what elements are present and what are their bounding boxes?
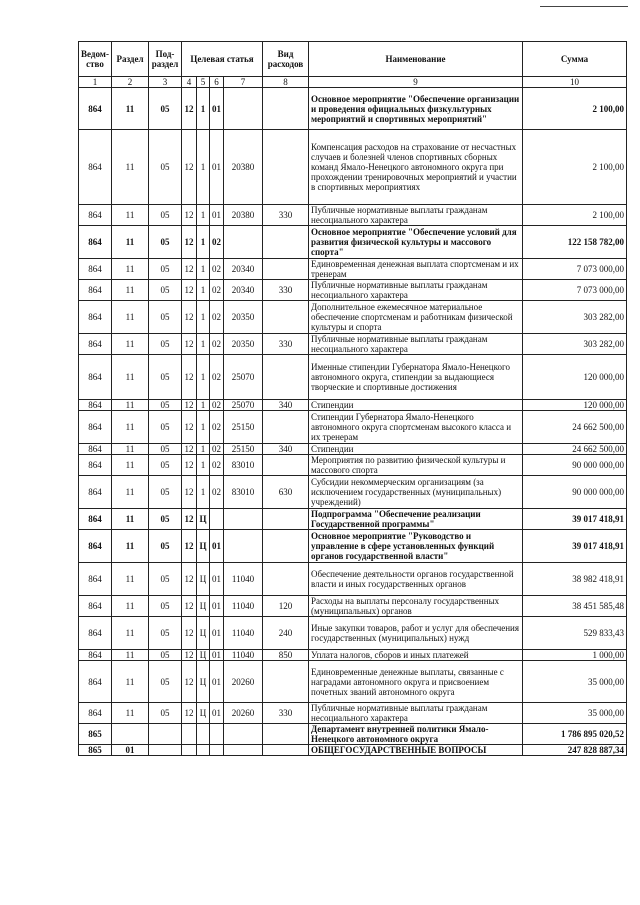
vid-rashodov-cell — [263, 661, 309, 703]
vid-rashodov-cell — [263, 745, 309, 756]
celevaya-1-cell: 12 — [182, 509, 197, 530]
razdel-cell: 11 — [112, 563, 149, 596]
celevaya-1-cell: 12 — [182, 650, 197, 661]
celevaya-1-cell: 12 — [182, 226, 197, 259]
celevaya-3-cell — [210, 745, 224, 756]
summa-cell: 2 100,00 — [523, 205, 627, 226]
vedomstvo-cell: 864 — [79, 530, 112, 563]
naimenovanie-cell: Публичные нормативные выплаты гражданам несоциального характера — [309, 334, 523, 355]
celevaya-4-cell: 11040 — [224, 617, 263, 650]
podrazdel-cell: 05 — [149, 530, 182, 563]
razdel-cell: 11 — [112, 509, 149, 530]
vedomstvo-cell: 864 — [79, 650, 112, 661]
column-number-row — [79, 77, 627, 88]
summa-cell: 529 833,43 — [523, 617, 627, 650]
naimenovanie-cell: Департамент внутренней политики Ямало-Ненецкого автономного округа — [309, 724, 523, 745]
vid-rashodov-cell — [263, 411, 309, 444]
vedomstvo-cell: 864 — [79, 205, 112, 226]
celevaya-2-cell: Ц — [197, 703, 210, 724]
vedomstvo-cell: 864 — [79, 455, 112, 476]
razdel-cell: 11 — [112, 650, 149, 661]
header-summa: Сумма — [523, 42, 627, 77]
summa-cell: 303 282,00 — [523, 334, 627, 355]
column-number: 7 — [224, 77, 263, 88]
celevaya-2-cell: 1 — [197, 280, 210, 301]
podrazdel-cell: 05 — [149, 226, 182, 259]
razdel-cell: 11 — [112, 530, 149, 563]
vedomstvo-cell: 865 — [79, 745, 112, 756]
table-row — [79, 724, 627, 745]
celevaya-3-cell — [210, 724, 224, 745]
celevaya-1-cell: 12 — [182, 280, 197, 301]
celevaya-1-cell: 12 — [182, 355, 197, 400]
celevaya-2-cell: 1 — [197, 226, 210, 259]
celevaya-4-cell — [224, 724, 263, 745]
vid-rashodov-cell: 330 — [263, 205, 309, 226]
celevaya-4-cell: 20260 — [224, 661, 263, 703]
naimenovanie-cell: Публичные нормативные выплаты гражданам несоциального характера — [309, 703, 523, 724]
table-row — [79, 617, 627, 650]
column-number: 6 — [210, 77, 224, 88]
naimenovanie-cell: Иные закупки товаров, работ и услуг для обеспечения государственных (муниципальных) нужд — [309, 617, 523, 650]
vid-rashodov-cell: 330 — [263, 703, 309, 724]
celevaya-2-cell: Ц — [197, 509, 210, 530]
naimenovanie-cell: Стипендии Губернатора Ямало-Ненецкого автономного округа спортсменам высокого класса и их тренерам — [309, 411, 523, 444]
celevaya-1-cell — [182, 724, 197, 745]
celevaya-2-cell: Ц — [197, 530, 210, 563]
razdel-cell: 11 — [112, 226, 149, 259]
naimenovanie-cell: Дополнительное ежемесячное материальное обеспечение спортсменам и работникам физической культуры и спорта — [309, 301, 523, 334]
celevaya-3-cell: 01 — [210, 205, 224, 226]
celevaya-2-cell: 1 — [197, 88, 210, 130]
header-naimenovanie: Наименование — [309, 42, 523, 77]
vedomstvo-cell: 864 — [79, 226, 112, 259]
vedomstvo-cell: 864 — [79, 259, 112, 280]
table-row — [79, 130, 627, 205]
summa-cell: 7 073 000,00 — [523, 280, 627, 301]
naimenovanie-cell: Единовременные денежные выплаты, связанные с наградами автономного округа и присвоением почетных званий автономного округа — [309, 661, 523, 703]
celevaya-4-cell — [224, 226, 263, 259]
vid-rashodov-cell — [263, 226, 309, 259]
celevaya-3-cell: 01 — [210, 563, 224, 596]
celevaya-2-cell: 1 — [197, 400, 210, 411]
table-row — [79, 259, 627, 280]
podrazdel-cell: 05 — [149, 355, 182, 400]
podrazdel-cell: 05 — [149, 509, 182, 530]
header-row — [79, 42, 627, 77]
celevaya-1-cell: 12 — [182, 455, 197, 476]
summa-cell: 1 000,00 — [523, 650, 627, 661]
table-row — [79, 703, 627, 724]
summa-cell: 7 073 000,00 — [523, 259, 627, 280]
podrazdel-cell: 05 — [149, 411, 182, 444]
celevaya-3-cell: 02 — [210, 476, 224, 509]
vid-rashodov-cell — [263, 259, 309, 280]
vid-rashodov-cell: 120 — [263, 596, 309, 617]
celevaya-3-cell: 01 — [210, 617, 224, 650]
column-number: 1 — [79, 77, 112, 88]
table-row — [79, 205, 627, 226]
vedomstvo-cell: 864 — [79, 563, 112, 596]
summa-cell: 35 000,00 — [523, 661, 627, 703]
celevaya-2-cell: Ц — [197, 650, 210, 661]
celevaya-4-cell: 20380 — [224, 205, 263, 226]
celevaya-2-cell: 1 — [197, 355, 210, 400]
vid-rashodov-cell — [263, 301, 309, 334]
razdel-cell: 11 — [112, 355, 149, 400]
celevaya-3-cell: 01 — [210, 88, 224, 130]
podrazdel-cell: 05 — [149, 444, 182, 455]
summa-cell: 2 100,00 — [523, 88, 627, 130]
naimenovanie-cell: Стипендии — [309, 400, 523, 411]
naimenovanie-cell: Подпрограмма "Обеспечение реализации Государственной программы" — [309, 509, 523, 530]
table-row — [79, 411, 627, 444]
razdel-cell: 11 — [112, 88, 149, 130]
table-row — [79, 334, 627, 355]
razdel-cell: 11 — [112, 259, 149, 280]
celevaya-4-cell: 11040 — [224, 596, 263, 617]
razdel-cell: 11 — [112, 400, 149, 411]
celevaya-1-cell: 12 — [182, 476, 197, 509]
celevaya-4-cell: 20260 — [224, 703, 263, 724]
podrazdel-cell: 05 — [149, 703, 182, 724]
vid-rashodov-cell: 240 — [263, 617, 309, 650]
header-rule — [540, 6, 628, 7]
razdel-cell: 11 — [112, 476, 149, 509]
celevaya-2-cell: Ц — [197, 563, 210, 596]
naimenovanie-cell: Расходы на выплаты персоналу государственных (муниципальных) органов — [309, 596, 523, 617]
table-row — [79, 530, 627, 563]
naimenovanie-cell: Именные стипендии Губернатора Ямало-Ненецкого автономного округа, стипендии за выдающиеся творческие и спортивные достижения — [309, 355, 523, 400]
podrazdel-cell: 05 — [149, 400, 182, 411]
celevaya-3-cell: 01 — [210, 661, 224, 703]
celevaya-4-cell: 25150 — [224, 411, 263, 444]
summa-cell: 24 662 500,00 — [523, 411, 627, 444]
naimenovanie-cell: Публичные нормативные выплаты гражданам несоциального характера — [309, 280, 523, 301]
podrazdel-cell: 05 — [149, 259, 182, 280]
celevaya-3-cell — [210, 509, 224, 530]
column-number: 3 — [149, 77, 182, 88]
razdel-cell: 01 — [112, 745, 149, 756]
celevaya-4-cell: 83010 — [224, 476, 263, 509]
summa-cell: 120 000,00 — [523, 355, 627, 400]
table-row — [79, 745, 627, 756]
celevaya-3-cell: 02 — [210, 455, 224, 476]
razdel-cell: 11 — [112, 617, 149, 650]
summa-cell: 120 000,00 — [523, 400, 627, 411]
vedomstvo-cell: 865 — [79, 724, 112, 745]
celevaya-3-cell: 02 — [210, 226, 224, 259]
naimenovanie-cell: Компенсация расходов на страхование от несчастных случаев и болезней членов спортивных сборных команд Ямало-Ненецкого автономного округа при прохождении тренировочных мероприятий и участии в спортивных мероприятиях — [309, 130, 523, 205]
celevaya-4-cell: 25150 — [224, 444, 263, 455]
podrazdel-cell — [149, 745, 182, 756]
razdel-cell: 11 — [112, 301, 149, 334]
celevaya-2-cell: 1 — [197, 444, 210, 455]
razdel-cell: 11 — [112, 334, 149, 355]
celevaya-1-cell: 12 — [182, 400, 197, 411]
celevaya-2-cell: Ц — [197, 596, 210, 617]
celevaya-3-cell: 02 — [210, 301, 224, 334]
header-celevaya-statya: Целевая статья — [182, 42, 263, 77]
summa-cell: 38 451 585,48 — [523, 596, 627, 617]
celevaya-4-cell — [224, 530, 263, 563]
celevaya-1-cell: 12 — [182, 205, 197, 226]
vid-rashodov-cell: 330 — [263, 334, 309, 355]
vedomstvo-cell: 864 — [79, 596, 112, 617]
podrazdel-cell: 05 — [149, 205, 182, 226]
table-row — [79, 563, 627, 596]
celevaya-3-cell: 02 — [210, 444, 224, 455]
celevaya-4-cell: 20350 — [224, 301, 263, 334]
table-row — [79, 476, 627, 509]
celevaya-2-cell: 1 — [197, 334, 210, 355]
celevaya-3-cell: 01 — [210, 130, 224, 205]
column-number: 2 — [112, 77, 149, 88]
vedomstvo-cell: 864 — [79, 661, 112, 703]
naimenovanie-cell: Обеспечение деятельности органов государственной власти и иных государственных органов — [309, 563, 523, 596]
celevaya-2-cell: Ц — [197, 661, 210, 703]
podrazdel-cell: 05 — [149, 650, 182, 661]
vedomstvo-cell: 864 — [79, 476, 112, 509]
naimenovanie-cell: Мероприятия по развитию физической культуры и массового спорта — [309, 455, 523, 476]
podrazdel-cell: 05 — [149, 280, 182, 301]
celevaya-1-cell: 12 — [182, 444, 197, 455]
celevaya-1-cell: 12 — [182, 703, 197, 724]
vedomstvo-cell: 864 — [79, 444, 112, 455]
celevaya-4-cell: 20380 — [224, 130, 263, 205]
table-row — [79, 400, 627, 411]
celevaya-2-cell: 1 — [197, 130, 210, 205]
celevaya-4-cell: 20350 — [224, 334, 263, 355]
table-row — [79, 509, 627, 530]
summa-cell: 303 282,00 — [523, 301, 627, 334]
celevaya-2-cell: 1 — [197, 455, 210, 476]
table-row — [79, 650, 627, 661]
razdel-cell: 11 — [112, 444, 149, 455]
naimenovanie-cell: Основное мероприятие "Обеспечение условий для развития физической культуры и массового спорта" — [309, 226, 523, 259]
vid-rashodov-cell — [263, 88, 309, 130]
celevaya-3-cell: 02 — [210, 280, 224, 301]
header-razdel: Раздел — [112, 42, 149, 77]
column-number: 9 — [309, 77, 523, 88]
summa-cell: 24 662 500,00 — [523, 444, 627, 455]
podrazdel-cell: 05 — [149, 476, 182, 509]
razdel-cell: 11 — [112, 455, 149, 476]
razdel-cell: 11 — [112, 130, 149, 205]
table-row — [79, 596, 627, 617]
summa-cell: 90 000 000,00 — [523, 476, 627, 509]
naimenovanie-cell: Уплата налогов, сборов и иных платежей — [309, 650, 523, 661]
summa-cell: 90 000 000,00 — [523, 455, 627, 476]
podrazdel-cell: 05 — [149, 617, 182, 650]
celevaya-4-cell — [224, 509, 263, 530]
naimenovanie-cell: Основное мероприятие "Руководство и управление в сфере установленных функций органов государственной власти" — [309, 530, 523, 563]
vedomstvo-cell: 864 — [79, 130, 112, 205]
column-number: 8 — [263, 77, 309, 88]
vid-rashodov-cell — [263, 563, 309, 596]
table-body — [79, 88, 627, 756]
razdel-cell: 11 — [112, 280, 149, 301]
vedomstvo-cell: 864 — [79, 88, 112, 130]
vedomstvo-cell: 864 — [79, 400, 112, 411]
header-vid-rashodov: Вид расходов — [263, 42, 309, 77]
celevaya-3-cell: 01 — [210, 596, 224, 617]
vedomstvo-cell: 864 — [79, 617, 112, 650]
celevaya-3-cell: 02 — [210, 334, 224, 355]
celevaya-4-cell: 20340 — [224, 280, 263, 301]
vedomstvo-cell: 864 — [79, 301, 112, 334]
summa-cell: 2 100,00 — [523, 130, 627, 205]
razdel-cell: 11 — [112, 411, 149, 444]
vid-rashodov-cell: 630 — [263, 476, 309, 509]
celevaya-1-cell: 12 — [182, 411, 197, 444]
summa-cell: 1 786 895 020,52 — [523, 724, 627, 745]
celevaya-4-cell: 25070 — [224, 355, 263, 400]
naimenovanie-cell: Единовременная денежная выплата спортсменам и их тренерам — [309, 259, 523, 280]
vid-rashodov-cell: 340 — [263, 444, 309, 455]
razdel-cell: 11 — [112, 205, 149, 226]
celevaya-3-cell: 01 — [210, 530, 224, 563]
naimenovanie-cell: Публичные нормативные выплаты гражданам несоциального характера — [309, 205, 523, 226]
vid-rashodov-cell — [263, 130, 309, 205]
podrazdel-cell: 05 — [149, 661, 182, 703]
razdel-cell: 11 — [112, 703, 149, 724]
vid-rashodov-cell — [263, 455, 309, 476]
header-vedomstvo: Ведом-ство — [79, 42, 112, 77]
header-podrazdel: Под-раздел — [149, 42, 182, 77]
celevaya-1-cell: 12 — [182, 301, 197, 334]
celevaya-1-cell: 12 — [182, 596, 197, 617]
podrazdel-cell: 05 — [149, 301, 182, 334]
celevaya-4-cell — [224, 745, 263, 756]
podrazdel-cell: 05 — [149, 334, 182, 355]
vedomstvo-cell: 864 — [79, 411, 112, 444]
celevaya-1-cell: 12 — [182, 661, 197, 703]
column-number: 10 — [523, 77, 627, 88]
table-row — [79, 661, 627, 703]
naimenovanie-cell: Субсидии некоммерческим организациям (за исключением государственных (муниципальных) учреждений) — [309, 476, 523, 509]
celevaya-4-cell: 11040 — [224, 650, 263, 661]
celevaya-3-cell: 01 — [210, 703, 224, 724]
podrazdel-cell: 05 — [149, 596, 182, 617]
summa-cell: 38 982 418,91 — [523, 563, 627, 596]
summa-cell: 39 017 418,91 — [523, 509, 627, 530]
vid-rashodov-cell: 340 — [263, 400, 309, 411]
celevaya-2-cell: Ц — [197, 617, 210, 650]
razdel-cell — [112, 724, 149, 745]
podrazdel-cell: 05 — [149, 130, 182, 205]
celevaya-1-cell: 12 — [182, 88, 197, 130]
celevaya-4-cell: 11040 — [224, 563, 263, 596]
vedomstvo-cell: 864 — [79, 334, 112, 355]
budget-table — [78, 41, 627, 756]
summa-cell: 247 828 887,34 — [523, 745, 627, 756]
vid-rashodov-cell — [263, 724, 309, 745]
celevaya-4-cell: 20340 — [224, 259, 263, 280]
celevaya-3-cell: 02 — [210, 400, 224, 411]
summa-cell: 39 017 418,91 — [523, 530, 627, 563]
celevaya-3-cell: 02 — [210, 411, 224, 444]
celevaya-1-cell: 12 — [182, 563, 197, 596]
celevaya-1-cell: 12 — [182, 259, 197, 280]
vid-rashodov-cell: 850 — [263, 650, 309, 661]
celevaya-1-cell: 12 — [182, 530, 197, 563]
celevaya-1-cell: 12 — [182, 617, 197, 650]
table-row — [79, 301, 627, 334]
table-row — [79, 226, 627, 259]
naimenovanie-cell: Стипендии — [309, 444, 523, 455]
celevaya-4-cell: 83010 — [224, 455, 263, 476]
celevaya-3-cell: 01 — [210, 650, 224, 661]
column-number: 4 — [182, 77, 197, 88]
naimenovanie-cell: ОБЩЕГОСУДАРСТВЕННЫЕ ВОПРОСЫ — [309, 745, 523, 756]
table-row — [79, 355, 627, 400]
celevaya-1-cell: 12 — [182, 334, 197, 355]
celevaya-2-cell: 1 — [197, 476, 210, 509]
table-row — [79, 444, 627, 455]
summa-cell: 35 000,00 — [523, 703, 627, 724]
podrazdel-cell: 05 — [149, 455, 182, 476]
vid-rashodov-cell — [263, 530, 309, 563]
vedomstvo-cell: 864 — [79, 703, 112, 724]
celevaya-3-cell: 02 — [210, 259, 224, 280]
podrazdel-cell — [149, 724, 182, 745]
celevaya-3-cell: 02 — [210, 355, 224, 400]
vedomstvo-cell: 864 — [79, 355, 112, 400]
vid-rashodov-cell — [263, 509, 309, 530]
column-number: 5 — [197, 77, 210, 88]
celevaya-1-cell: 12 — [182, 130, 197, 205]
celevaya-4-cell: 25070 — [224, 400, 263, 411]
podrazdel-cell: 05 — [149, 88, 182, 130]
celevaya-2-cell — [197, 745, 210, 756]
vid-rashodov-cell — [263, 355, 309, 400]
celevaya-1-cell — [182, 745, 197, 756]
celevaya-2-cell: 1 — [197, 301, 210, 334]
celevaya-2-cell: 1 — [197, 411, 210, 444]
celevaya-4-cell — [224, 88, 263, 130]
razdel-cell: 11 — [112, 596, 149, 617]
summa-cell: 122 158 782,00 — [523, 226, 627, 259]
naimenovanie-cell: Основное мероприятие "Обеспечение организации и проведения официальных физкультурных мероприятий и спортивных мероприятий" — [309, 88, 523, 130]
razdel-cell: 11 — [112, 661, 149, 703]
table-row — [79, 455, 627, 476]
podrazdel-cell: 05 — [149, 563, 182, 596]
vid-rashodov-cell: 330 — [263, 280, 309, 301]
celevaya-2-cell — [197, 724, 210, 745]
table-row — [79, 88, 627, 130]
celevaya-2-cell: 1 — [197, 205, 210, 226]
vedomstvo-cell: 864 — [79, 280, 112, 301]
celevaya-2-cell: 1 — [197, 259, 210, 280]
table-row — [79, 280, 627, 301]
vedomstvo-cell: 864 — [79, 509, 112, 530]
